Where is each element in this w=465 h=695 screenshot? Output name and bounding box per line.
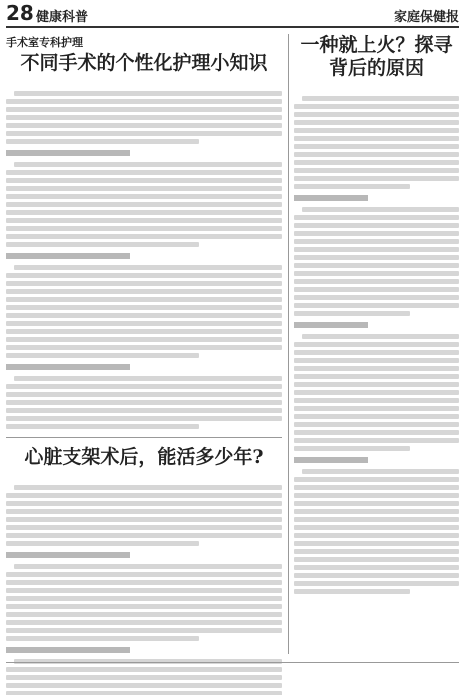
masthead bbox=[6, 1, 459, 25]
left-column bbox=[6, 34, 282, 695]
article-headline: 心脏支架术后，能活多少年? bbox=[24, 445, 264, 468]
article-body-unreadable bbox=[6, 91, 282, 429]
article-heat bbox=[294, 34, 459, 594]
article-stent bbox=[6, 446, 282, 695]
subhead-unreadable bbox=[6, 364, 130, 370]
byline-unreadable bbox=[6, 473, 282, 481]
article-body-unreadable bbox=[294, 96, 459, 594]
subhead-unreadable bbox=[6, 552, 130, 558]
article-headline: 一种就上火？探寻背后的原因 bbox=[300, 34, 453, 79]
page-number: 28 bbox=[6, 1, 34, 25]
subhead-unreadable bbox=[6, 647, 130, 653]
paper-name: 家庭保健报 bbox=[393, 10, 459, 25]
subhead-unreadable bbox=[6, 253, 130, 259]
subhead-unreadable bbox=[294, 322, 368, 328]
column-divider bbox=[288, 34, 289, 654]
article-nursing bbox=[6, 34, 282, 429]
subhead-unreadable bbox=[6, 150, 130, 156]
footer-rule bbox=[6, 662, 459, 663]
article-headline: 不同手术的个性化护理小知识 bbox=[20, 52, 268, 74]
subhead-unreadable bbox=[294, 457, 368, 463]
masthead-rule bbox=[6, 26, 459, 28]
byline-unreadable bbox=[294, 84, 459, 92]
right-column bbox=[294, 34, 459, 594]
byline-unreadable bbox=[6, 79, 282, 87]
subhead-unreadable bbox=[294, 195, 368, 201]
article-divider bbox=[6, 437, 282, 438]
article-body-unreadable bbox=[6, 485, 282, 695]
section-name: 健康科普 bbox=[36, 10, 89, 25]
article-kicker: 手术室专科护理 bbox=[6, 36, 83, 49]
